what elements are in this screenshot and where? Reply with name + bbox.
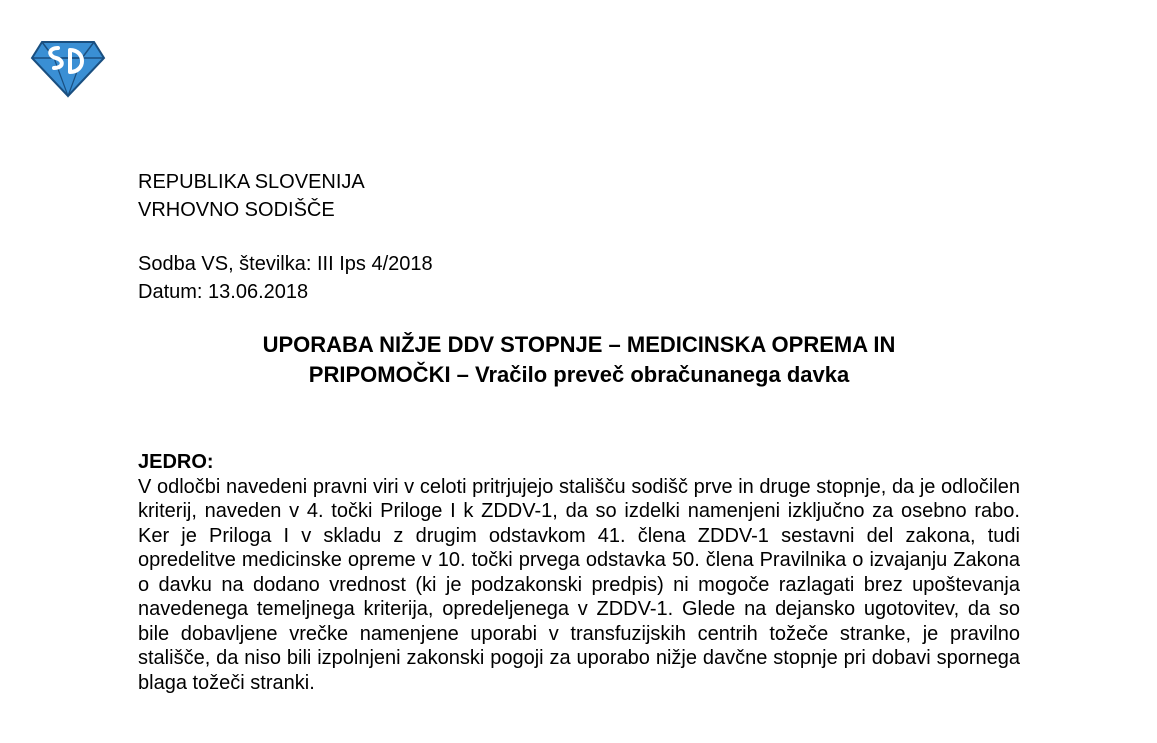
jedro-section — [138, 450, 1020, 695]
jedro-text: V odločbi navedeni pravni viri v celoti pritrjujejo stališču sodišč prve in druge stopnje, da je odločilen kriterij, naveden v 4. točki Priloge I k ZDDV-1, da so izdelki namenjeni izključno za osebno rabo. Ker je Priloga I v skladu z drugim odstavkom 41. člena ZDDV-1 sestavni del zakona, tudi opredelitve medicinske opreme v 10. točki prvega odstavka 50. člena Pravilnika o izvajanju Zakona o davku na dodano vrednost (ki je podzakonski predpis) ni mogoče razlagati brez upoštevanja navedenega temeljnega kriterija, opredeljenega v ZDDV-1. Glede na dejansko ugotovitev, da so bile dobavljene vrečke namenjene uporabi v transfuzijskih centrih tožeče stranke, je pravilno stališče, da niso bili izpolnjeni zakonski pogoji za uporabo nižje davčne stopnje pri dobavi spornega blaga tožeči stranki. — [138, 475, 1020, 694]
jedro-heading: JEDRO: — [138, 451, 214, 473]
case-date: Datum: 13.06.2018 — [138, 281, 309, 303]
court-header — [138, 168, 365, 224]
republic-name: REPUBLIKA SLOVENIJA — [138, 171, 365, 193]
title-line-1: UPORABA NIŽJE DDV STOPNJE – MEDICINSKA OPREMA IN — [262, 332, 896, 357]
case-number: Sodba VS, številka: III Ips 4/2018 — [138, 253, 433, 275]
title-line-2: PRIPOMOČKI – Vračilo preveč obračunanega davka — [308, 362, 850, 387]
document-title — [138, 330, 1020, 390]
court-name: VRHOVNO SODIŠČE — [138, 199, 335, 221]
court-logo-icon — [28, 38, 108, 100]
case-info — [138, 250, 433, 306]
